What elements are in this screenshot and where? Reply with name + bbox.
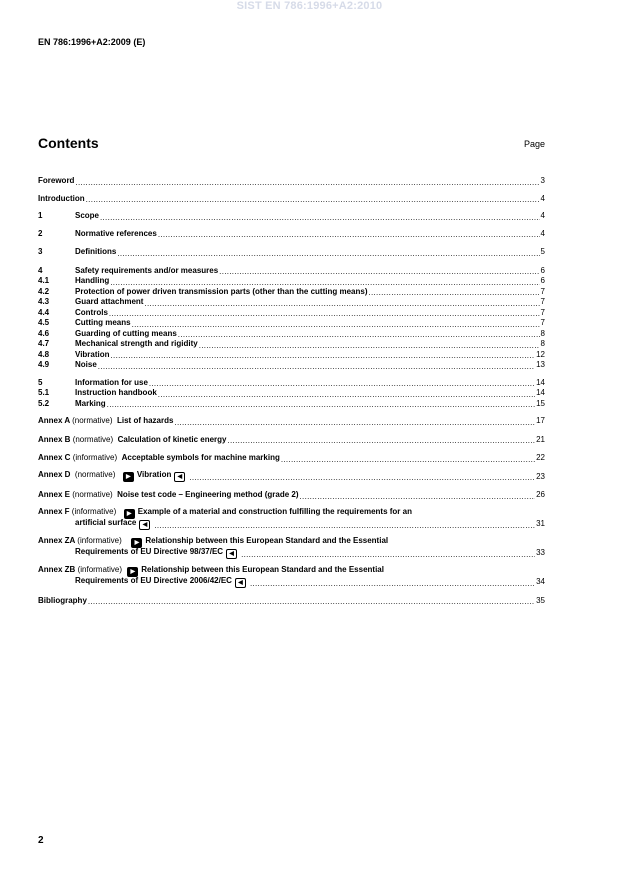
annex-kind: (normative) [72,416,113,425]
toc-title: Introduction [38,193,85,203]
toc-page: 4 [540,228,545,238]
leader-dots [281,455,535,464]
toc-page: 4 [540,193,545,203]
toc-title: Normative references [75,228,157,238]
toc-page: 13 [536,360,545,369]
toc-entry-controls[interactable] [38,308,545,319]
toc-entry-mechanical-strength[interactable] [38,339,545,350]
toc-page: 23 [536,471,545,481]
watermark: SIST EN 786:1996+A2:2010 [236,0,383,12]
toc-entry-marking[interactable] [38,399,545,410]
toc-page: 17 [536,416,545,425]
toc-page: 7 [540,286,545,296]
toc-title: Definitions [75,247,117,256]
annex-label: Annex D [38,470,71,479]
leader-dots [189,473,535,482]
leader-dots [199,341,540,350]
toc-title: Cutting means [75,318,131,327]
toc-entry-annex-d[interactable] [38,472,545,483]
toc-page: 7 [540,318,545,327]
annex-label: Annex A [38,416,70,425]
toc-title: Scope [75,211,100,220]
toc-entry-safety-requirements[interactable] [38,266,545,277]
toc-number: 5 [38,377,43,387]
amendment-end-icon: ◀ [174,472,185,482]
amendment-start-icon: ▶ [123,472,134,482]
toc-entry-definitions[interactable] [38,247,545,258]
toc-entry-normative-references[interactable] [38,229,545,240]
toc-title: Information for use [75,377,148,387]
toc-title-line2: Requirements of EU Directive 98/37/EC [75,546,224,556]
amendment-end-icon: ◀ [226,549,237,559]
leader-dots [111,351,536,360]
toc-title: Instruction handbook [75,388,157,397]
toc-number: 4.3 [38,297,50,306]
leader-dots [88,597,535,606]
toc-title-line2: Requirements of EU Directive 2006/42/EC [75,575,232,585]
toc-entry-guarding-cutting-means[interactable] [38,329,545,340]
toc-title: Protection of power driven transmission parts (other than the cutting means) [75,286,368,296]
annex-label: Annex ZB [38,565,76,574]
toc-entry-vibration[interactable] [38,350,545,361]
toc-page: 14 [536,388,545,397]
annex-label: Annex B [38,434,71,444]
leader-dots [98,362,535,371]
leader-dots [86,195,540,204]
toc-page: 31 [536,519,545,528]
annex-label: Annex ZA [38,536,76,545]
leader-dots [368,288,539,297]
toc-page: 7 [540,297,545,306]
toc-page: 6 [540,265,545,275]
leader-dots [132,320,540,329]
leader-dots [250,579,535,588]
leader-dots [178,330,540,339]
annex-label: Annex E [38,490,71,499]
toc-number: 2 [38,228,43,238]
annex-kind: (informative) [77,565,123,574]
toc-entry-annex-f[interactable] [38,509,545,530]
toc-entry-scope[interactable] [38,211,545,222]
toc-number: 1 [38,211,43,220]
contents-heading: Contents [38,135,99,151]
toc-title-line1: Relationship between this European Standard and the Essential [141,565,384,574]
toc-title: Safety requirements and/or measures [75,265,219,275]
toc-number: 4.1 [38,276,50,285]
toc-page: 22 [536,453,545,462]
toc-number: 3 [38,247,43,256]
toc-entry-handling[interactable] [38,276,545,287]
page-number: 2 [38,835,44,846]
annex-kind: (normative) [72,434,114,444]
toc-page: 33 [536,548,545,557]
amendment-start-icon: ▶ [127,567,138,577]
leader-dots [300,492,536,501]
toc-page: 5 [540,247,545,256]
toc-page: 35 [536,595,545,605]
leader-dots [144,299,539,308]
toc-page: 3 [540,176,545,185]
toc-number: 4.4 [38,307,50,317]
toc-page: 8 [540,328,545,338]
annex-label: Annex F [38,507,70,516]
toc-title-line1: Relationship between this European Standard and the Essential [145,536,389,545]
toc-entry-annex-e[interactable] [38,490,545,501]
toc-entry-information-for-use[interactable] [38,378,545,389]
toc-title: Acceptable symbols for machine marking [121,453,280,462]
toc-page: 34 [536,577,545,586]
toc-title: List of hazards [117,416,174,425]
amendment-start-icon: ▶ [124,509,135,519]
toc-title: Mechanical strength and rigidity [75,339,198,348]
table-of-contents [38,176,545,606]
toc-title: Bibliography [38,595,87,605]
toc-page: 6 [540,276,545,285]
annex-kind: (informative) [71,507,117,516]
toc-page: 8 [540,339,545,348]
toc-page: 4 [540,211,545,220]
toc-number: 4.7 [38,339,50,348]
amendment-end-icon: ◀ [139,520,150,530]
toc-page: 7 [540,307,545,317]
toc-title: Guarding of cutting means [75,328,177,338]
toc-number: 5.2 [38,398,50,408]
leader-dots [100,213,540,222]
toc-entry-noise[interactable] [38,360,545,371]
annex-kind: (normative) [74,470,116,479]
leader-dots [154,521,535,530]
toc-page: 12 [536,349,545,359]
annex-label: Annex C [38,453,71,462]
toc-entry-bibliography[interactable] [38,596,545,607]
toc-title: Noise [75,360,97,369]
toc-entry-annex-za[interactable] [38,538,545,559]
toc-entry-transmission-parts[interactable] [38,287,545,298]
toc-title: Calculation of kinetic energy [117,434,227,444]
toc-page: 21 [536,434,545,444]
toc-number: 5.1 [38,388,50,397]
toc-title: Noise test code – Engineering method (grade 2) [117,490,299,499]
leader-dots [158,390,535,399]
annex-kind: (informative) [77,536,122,545]
toc-entry-guard-attachment[interactable] [38,297,545,308]
toc-entry-annex-b[interactable] [38,435,545,446]
document-id: EN 786:1996+A2:2009 (E) [38,37,146,47]
page-column-label: Page [523,139,545,149]
toc-entry-instruction-handbook[interactable] [38,388,545,399]
leader-dots [117,249,539,258]
toc-title: Controls [75,307,108,317]
toc-page: 15 [536,398,545,408]
toc-number: 4.9 [38,360,50,369]
toc-number: 4.6 [38,328,50,338]
toc-page: 26 [536,490,545,499]
leader-dots [241,550,535,559]
toc-entry-cutting-means[interactable] [38,318,545,329]
toc-number: 4.8 [38,349,50,359]
leader-dots [109,309,540,318]
amendment-start-icon: ▶ [131,538,142,548]
toc-title: Handling [75,276,110,285]
toc-page: 14 [536,377,545,387]
leader-dots [228,436,536,445]
leader-dots [158,230,540,239]
leader-dots [219,267,539,276]
toc-number: 4.5 [38,318,50,327]
leader-dots [110,278,539,287]
toc-entry-annex-a[interactable] [38,416,545,427]
toc-number: 4.2 [38,286,50,296]
toc-entry-annex-c[interactable] [38,453,545,464]
toc-title: Vibration [75,349,110,359]
toc-entry-introduction[interactable] [38,194,545,205]
toc-title-line1: Example of a material and construction fulfilling the requirements for an [137,507,412,516]
leader-dots [75,178,539,187]
amendment-end-icon: ◀ [235,578,246,588]
annex-kind: (informative) [72,453,118,462]
toc-title: Vibration [136,470,172,479]
toc-number: 4 [38,265,43,275]
toc-title: Marking [75,398,106,408]
toc-title: Guard attachment [75,297,144,306]
leader-dots [107,400,535,409]
toc-entry-foreword[interactable] [38,176,545,187]
toc-entry-annex-zb[interactable] [38,567,545,588]
annex-kind: (normative) [72,490,113,499]
toc-title: Foreword [38,176,75,185]
leader-dots [149,379,535,388]
toc-title-line2: artificial surface [75,517,137,527]
leader-dots [174,418,535,427]
